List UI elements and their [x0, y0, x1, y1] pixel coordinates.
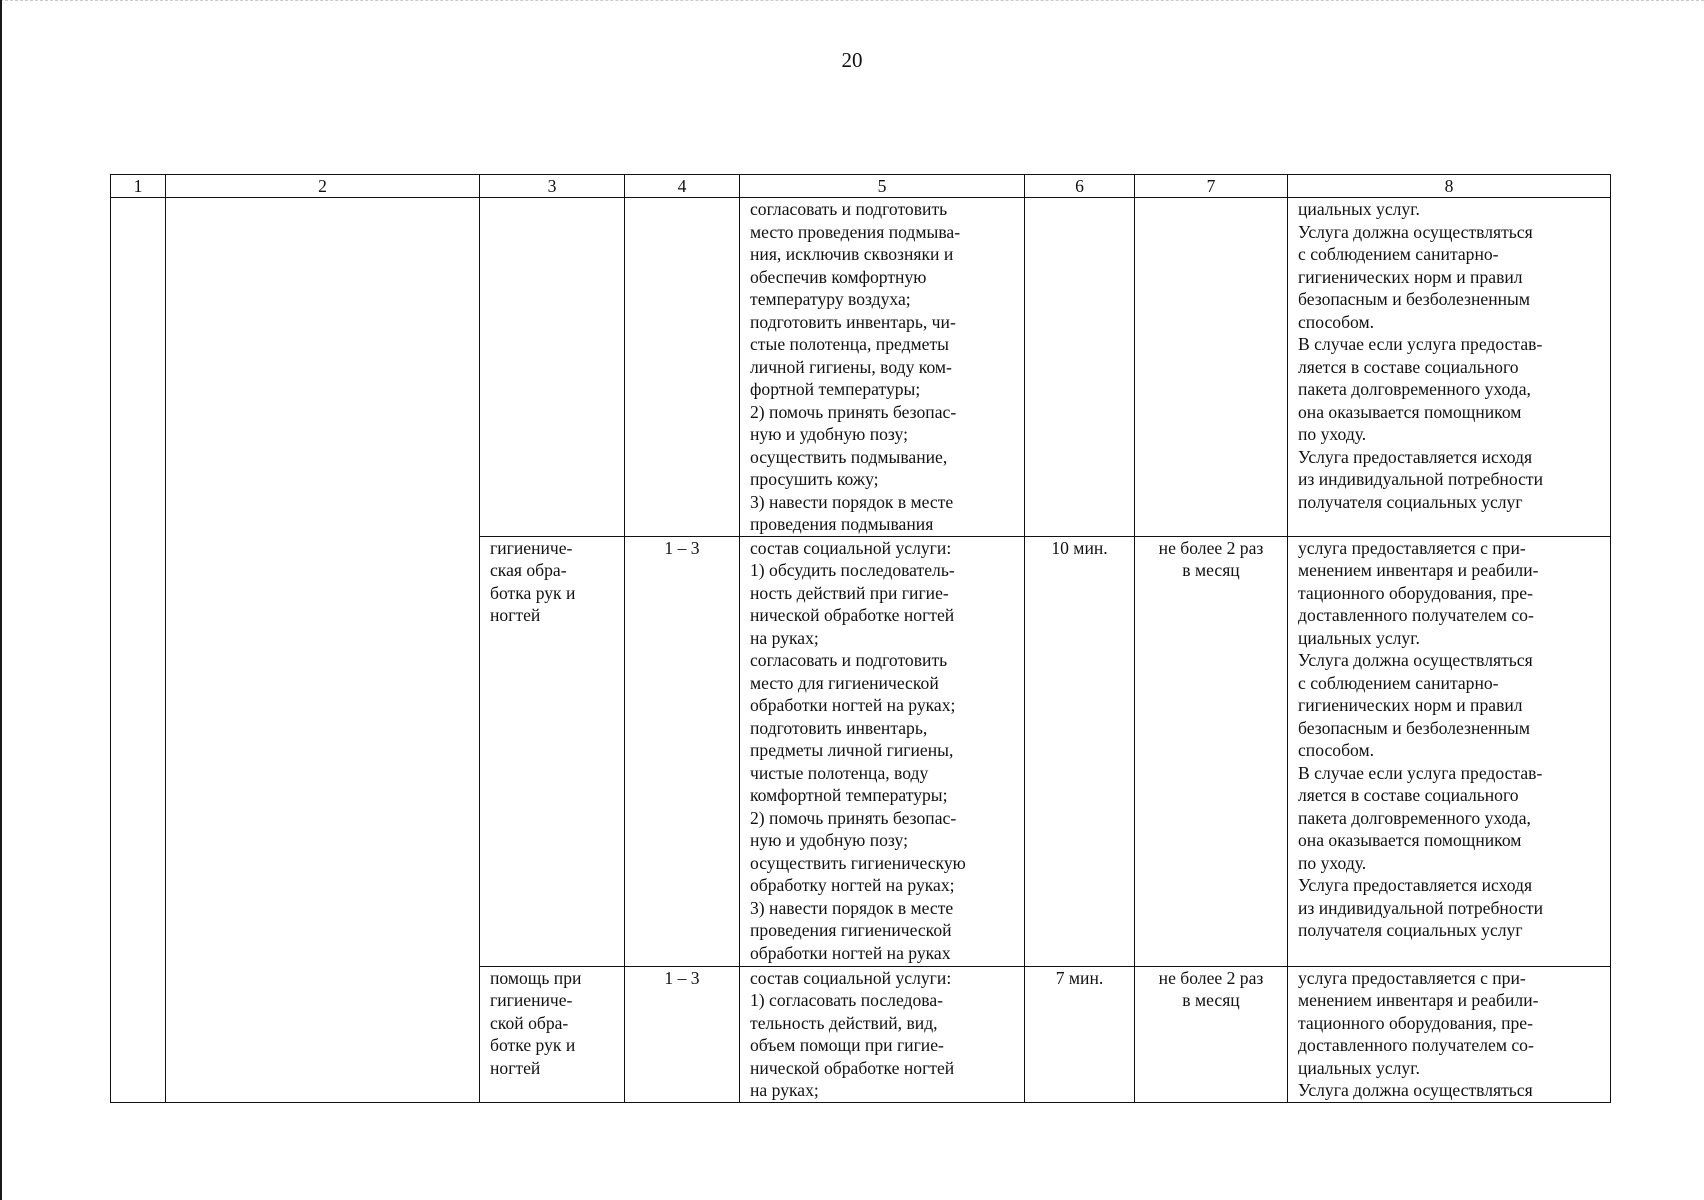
header-col-1: 1 [111, 175, 166, 198]
page-number: 20 [841, 48, 863, 72]
text-line: ния, исключив сквозняки и [750, 244, 954, 264]
text-line: стые полотенца, предметы [750, 334, 949, 354]
cell-conditions [1288, 198, 1611, 537]
text-line: доставленного получателем со- [1298, 605, 1534, 625]
cell-periodicity [1135, 198, 1288, 537]
text-line: не более 2 раз [1158, 967, 1264, 988]
text-line: в месяц [1182, 990, 1240, 1010]
cell-duration: 10 мин. [1025, 536, 1135, 966]
header-col-3: 3 [480, 175, 625, 198]
text-line: тельность действий, вид, [750, 1012, 938, 1033]
text-line: она оказывается помощником [1298, 401, 1522, 422]
text-line: услуга предоставляется с при- [1298, 967, 1526, 988]
text-line: Услуга предоставляется исходя [1298, 875, 1533, 895]
text-line: помощь при [490, 967, 582, 988]
text-line: место для гигиенической [750, 672, 939, 693]
text-line: 1) согласовать последова- [750, 990, 944, 1010]
text-line: получателя социальных услуг [1298, 491, 1523, 512]
text-line: место проведения подмыва- [750, 221, 961, 242]
text-line: тационного оборудования, пре- [1298, 582, 1533, 603]
services-table [110, 174, 1611, 1103]
header-col-6: 6 [1025, 175, 1135, 198]
scan-edge-top [0, 0, 1704, 7]
cell-frequency-code: 1 – 3 [625, 966, 740, 1102]
text-line: безопасным и безболезненным [1298, 717, 1530, 738]
text-line: услуга предоставляется с при- [1298, 537, 1526, 558]
cell-service-name [480, 966, 625, 1102]
cell-duration [1025, 198, 1135, 537]
text-line: тационного оборудования, пре- [1298, 1012, 1533, 1033]
text-line: предметы личной гигиены, [750, 740, 954, 760]
text-line: 3) навести порядок в месте [750, 897, 954, 918]
text-line: просушить кожу; [750, 469, 879, 489]
text-line: проведения гигиенической [750, 920, 952, 940]
text-line: обработки ногтей на руках [750, 942, 951, 963]
text-line: согласовать и подготовить [750, 199, 948, 219]
text-line: подготовить инвентарь, [750, 717, 928, 738]
text-line: 2) помочь принять безопас- [750, 807, 957, 828]
text-line: ную и удобную позу; [750, 424, 908, 444]
text-line: ляется в составе социального [1298, 785, 1519, 805]
header-col-7: 7 [1135, 175, 1288, 198]
cell-duration: 7 мин. [1025, 966, 1135, 1102]
text-line: ботке рук и [490, 1035, 576, 1055]
cell-frequency-code [625, 198, 740, 537]
text-line: на руках; [750, 627, 819, 648]
text-line: подготовить инвентарь, чи- [750, 311, 956, 332]
text-line: способом. [1298, 311, 1375, 332]
text-line: фортной температуры; [750, 379, 921, 399]
cell-frequency-code: 1 – 3 [625, 536, 740, 966]
text-line: Услуга должна осуществляться [1298, 1080, 1533, 1100]
header-col-2: 2 [166, 175, 480, 198]
cell-service-name [480, 536, 625, 966]
text-line: ботка рук и [490, 582, 576, 603]
text-line: комфортной температуры; [750, 785, 948, 805]
cell-col-1-merged [111, 198, 166, 1103]
text-line: гигиениче- [490, 990, 573, 1010]
text-line: объем помощи при гигие- [750, 1035, 944, 1055]
text-line: ную и удобную позу; [750, 830, 908, 850]
cell-service-content [740, 198, 1025, 537]
text-line: пакета долговременного ухода, [1298, 807, 1531, 828]
text-line: ляется в составе социального [1298, 356, 1519, 377]
text-line: 2) помочь принять безопас- [750, 401, 957, 422]
cell-periodicity [1135, 536, 1288, 966]
text-line: на руках; [750, 1080, 819, 1100]
text-line: личной гигиены, воду ком- [750, 356, 952, 377]
text-line: циальных услуг. [1298, 199, 1420, 219]
text-line: обработки ногтей на руках; [750, 695, 956, 715]
text-line: температуру воздуха; [750, 289, 911, 309]
scan-edge-left [0, 0, 2, 1200]
text-line: ской обра- [490, 1012, 569, 1033]
text-line: пакета долговременного ухода, [1298, 379, 1531, 399]
text-line: ногтей [490, 1057, 541, 1078]
text-line: обеспечив комфортную [750, 266, 927, 287]
text-line: В случае если услуга предостав- [1298, 762, 1543, 783]
text-line: гигиениче- [490, 537, 573, 558]
text-line: согласовать и подготовить [750, 650, 948, 670]
text-line: циальных услуг. [1298, 1057, 1420, 1078]
text-line: с соблюдением санитарно- [1298, 672, 1499, 693]
text-line: получателя социальных услуг [1298, 920, 1523, 940]
text-line: в месяц [1182, 560, 1240, 580]
text-line: обработку ногтей на руках; [750, 875, 955, 895]
text-line: 1) обсудить последователь- [750, 560, 955, 580]
text-line: циальных услуг. [1298, 627, 1420, 648]
table-row [111, 198, 1611, 537]
text-line: нической обработке ногтей [750, 605, 955, 625]
text-line: по уходу. [1298, 424, 1367, 444]
text-line: менением инвентаря и реабили- [1298, 990, 1539, 1010]
header-col-5: 5 [740, 175, 1025, 198]
header-col-8: 8 [1288, 175, 1611, 198]
text-line: менением инвентаря и реабили- [1298, 560, 1539, 580]
header-col-4: 4 [625, 175, 740, 198]
text-line: безопасным и безболезненным [1298, 289, 1530, 309]
text-line: по уходу. [1298, 852, 1367, 873]
cell-service-content [740, 966, 1025, 1102]
text-line: Услуга должна осуществляться [1298, 221, 1533, 242]
text-line: В случае если услуга предостав- [1298, 334, 1543, 354]
text-line: с соблюдением санитарно- [1298, 244, 1499, 264]
text-line: способом. [1298, 740, 1375, 760]
cell-periodicity [1135, 966, 1288, 1102]
text-line: Услуга должна осуществляться [1298, 650, 1533, 670]
text-line: гигиенических норм и правил [1298, 266, 1523, 287]
cell-service-content [740, 536, 1025, 966]
text-line: ность действий при гигие- [750, 582, 949, 603]
text-line: доставленного получателем со- [1298, 1035, 1534, 1055]
text-line: она оказывается помощником [1298, 830, 1522, 850]
text-line: ская обра- [490, 560, 567, 580]
text-line: 3) навести порядок в месте [750, 491, 954, 512]
text-line: состав социальной услуги: [750, 537, 952, 558]
text-line: осуществить гигиеническую [750, 852, 966, 873]
text-line: проведения подмывания [750, 514, 934, 534]
cell-conditions [1288, 536, 1611, 966]
table-header-row [111, 175, 1611, 198]
text-line: состав социальной услуги: [750, 967, 952, 988]
cell-conditions [1288, 966, 1611, 1102]
text-line: из индивидуальной потребности [1298, 469, 1543, 489]
text-line: не более 2 раз [1158, 537, 1264, 558]
cell-col-2-merged [166, 198, 480, 1103]
text-line: нической обработке ногтей [750, 1057, 955, 1078]
text-line: чистые полотенца, воду [750, 762, 929, 783]
text-line: ногтей [490, 605, 541, 625]
text-line: Услуга предоставляется исходя [1298, 446, 1533, 467]
cell-service-name [480, 198, 625, 537]
text-line: из индивидуальной потребности [1298, 897, 1543, 918]
text-line: осуществить подмывание, [750, 446, 948, 467]
text-line: гигиенических норм и правил [1298, 695, 1523, 715]
